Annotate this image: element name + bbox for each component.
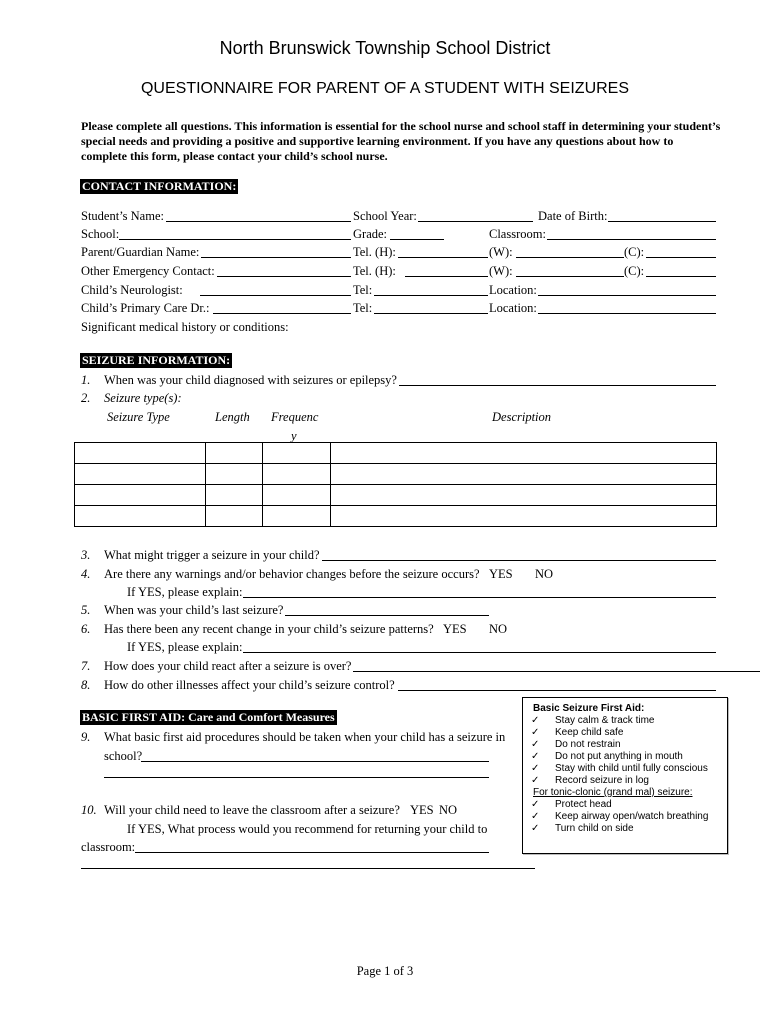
emergency-label: Other Emergency Contact: bbox=[81, 264, 215, 278]
tonic-clonic-item: Protect head bbox=[555, 799, 612, 810]
q10-classroom-field[interactable] bbox=[135, 852, 489, 853]
frequency-cell[interactable] bbox=[263, 464, 331, 485]
check-icon: ✓ bbox=[531, 799, 540, 810]
parent-w-field[interactable] bbox=[516, 257, 624, 258]
table-row bbox=[75, 464, 717, 485]
first-aid-item: Do not put anything in mouth bbox=[555, 751, 683, 762]
q6-no-option[interactable]: NO bbox=[489, 622, 508, 636]
col-length: Length bbox=[215, 410, 250, 424]
q10-text: Will your child need to leave the classroom after a seizure? bbox=[104, 803, 400, 817]
q2-text: Seizure type(s): bbox=[104, 391, 182, 405]
q4-number: 4. bbox=[81, 567, 91, 581]
parent-field[interactable] bbox=[201, 257, 351, 258]
school-year-field[interactable] bbox=[418, 221, 533, 222]
first-aid-box-title: Basic Seizure First Aid: bbox=[533, 703, 645, 714]
tonic-clonic-item: Keep airway open/watch breathing bbox=[555, 811, 709, 822]
primary-care-label: Child’s Primary Care Dr.: bbox=[81, 301, 210, 315]
tonic-clonic-item: Turn child on side bbox=[555, 823, 634, 834]
neurologist-field[interactable] bbox=[200, 295, 351, 296]
length-cell[interactable] bbox=[206, 485, 263, 506]
q5-answer-field[interactable] bbox=[285, 615, 489, 616]
q5-number: 5. bbox=[81, 603, 91, 617]
dob-label: Date of Birth: bbox=[538, 209, 608, 223]
col-seizure-type: Seizure Type bbox=[107, 410, 170, 424]
classroom-label: Classroom: bbox=[489, 227, 546, 241]
description-cell[interactable] bbox=[331, 443, 717, 464]
q9-school-label: school? bbox=[104, 749, 143, 763]
neurologist-location-label: Location: bbox=[489, 283, 537, 297]
parent-w-label: (W): bbox=[489, 245, 513, 259]
q1-number: 1. bbox=[81, 373, 91, 387]
district-title: North Brunswick Township School District bbox=[219, 38, 551, 58]
student-name-label: Student’s Name: bbox=[81, 209, 164, 223]
primary-care-tel-label: Tel: bbox=[353, 301, 373, 315]
first-aid-heading: BASIC FIRST AID: Care and Comfort Measures bbox=[82, 710, 335, 724]
col-frequency-a: Frequenc bbox=[271, 410, 319, 424]
q10-explain-label: If YES, What process would you recommend for returning your child to bbox=[127, 822, 488, 836]
table-row bbox=[75, 506, 717, 527]
first-aid-item: Record seizure in log bbox=[555, 775, 649, 786]
seizure-type-cell[interactable] bbox=[75, 443, 206, 464]
contact-heading: CONTACT INFORMATION: bbox=[82, 179, 237, 193]
frequency-cell[interactable] bbox=[263, 485, 331, 506]
primary-care-field[interactable] bbox=[213, 313, 351, 314]
emergency-c-field[interactable] bbox=[646, 276, 716, 277]
check-icon: ✓ bbox=[531, 811, 540, 822]
primary-care-location-label: Location: bbox=[489, 301, 537, 315]
q4-explain-label: If YES, please explain: bbox=[127, 585, 243, 599]
q8-answer-field[interactable] bbox=[398, 690, 716, 691]
q1-text: When was your child diagnosed with seizures or epilepsy? bbox=[104, 373, 397, 387]
description-cell[interactable] bbox=[331, 464, 717, 485]
school-label: School: bbox=[81, 227, 120, 241]
parent-c-field[interactable] bbox=[646, 257, 716, 258]
first-aid-item: Do not restrain bbox=[555, 739, 621, 750]
parent-label: Parent/Guardian Name: bbox=[81, 245, 200, 259]
table-row bbox=[75, 443, 717, 464]
check-icon: ✓ bbox=[531, 775, 540, 786]
frequency-cell[interactable] bbox=[263, 506, 331, 527]
col-description: Description bbox=[492, 410, 552, 424]
school-year-label: School Year: bbox=[353, 209, 417, 223]
parent-c-label: (C): bbox=[624, 245, 645, 259]
q3-text: What might trigger a seizure in your child? bbox=[104, 548, 320, 562]
q3-number: 3. bbox=[81, 548, 91, 562]
check-icon: ✓ bbox=[531, 823, 540, 834]
check-icon: ✓ bbox=[531, 727, 540, 738]
student-name-field[interactable] bbox=[166, 221, 351, 222]
seizure-type-cell[interactable] bbox=[75, 464, 206, 485]
neurologist-tel-label: Tel: bbox=[353, 283, 373, 297]
emergency-field[interactable] bbox=[217, 276, 351, 277]
q8-text: How do other illnesses affect your child’s seizure control? bbox=[104, 678, 395, 692]
q6-text: Has there been any recent change in your child’s seizure patterns? bbox=[104, 622, 434, 636]
q6-number: 6. bbox=[81, 622, 91, 636]
check-icon: ✓ bbox=[531, 751, 540, 762]
first-aid-item: Stay calm & track time bbox=[555, 715, 655, 726]
q7-answer-field[interactable] bbox=[353, 671, 760, 672]
q1-answer-field[interactable] bbox=[399, 385, 716, 386]
neurologist-tel-field[interactable] bbox=[374, 295, 488, 296]
q10-extra-field[interactable] bbox=[81, 868, 535, 869]
classroom-field[interactable] bbox=[547, 239, 716, 240]
dob-field[interactable] bbox=[608, 221, 716, 222]
description-cell[interactable] bbox=[331, 485, 717, 506]
grade-field[interactable] bbox=[390, 239, 444, 240]
table-row bbox=[75, 485, 717, 506]
school-field[interactable] bbox=[119, 239, 351, 240]
check-icon: ✓ bbox=[531, 715, 540, 726]
neurologist-label: Child’s Neurologist: bbox=[81, 283, 183, 297]
parent-tel-h-label: Tel. (H): bbox=[353, 245, 396, 259]
first-aid-item: Stay with child until fully conscious bbox=[555, 763, 708, 774]
q4-no-option[interactable]: NO bbox=[535, 567, 554, 581]
q4-yes-option[interactable]: YES bbox=[489, 567, 513, 581]
q3-answer-field[interactable] bbox=[322, 560, 716, 561]
emergency-w-label: (W): bbox=[489, 264, 513, 278]
q9-answer-field-1[interactable] bbox=[141, 761, 489, 762]
grade-label: Grade: bbox=[353, 227, 388, 241]
seizure-type-cell[interactable] bbox=[75, 485, 206, 506]
emergency-w-field[interactable] bbox=[516, 276, 624, 277]
length-cell[interactable] bbox=[206, 464, 263, 485]
q8-number: 8. bbox=[81, 678, 91, 692]
q6-explain-field[interactable] bbox=[243, 652, 716, 653]
check-icon: ✓ bbox=[531, 763, 540, 774]
seizure-type-cell[interactable] bbox=[75, 506, 206, 527]
q10-yes-option[interactable]: YES bbox=[410, 803, 434, 817]
q4-text: Are there any warnings and/or behavior changes before the seizure occurs? bbox=[104, 567, 480, 581]
emergency-tel-h-label: Tel. (H): bbox=[353, 264, 396, 278]
q10-number: 10. bbox=[81, 803, 97, 817]
length-cell[interactable] bbox=[206, 506, 263, 527]
seizure-heading: SEIZURE INFORMATION: bbox=[82, 353, 231, 367]
parent-tel-h-field[interactable] bbox=[398, 257, 488, 258]
col-frequency-b: y bbox=[291, 429, 297, 443]
first-aid-item: Keep child safe bbox=[555, 727, 624, 738]
q10-no-option[interactable]: NO bbox=[439, 803, 458, 817]
page-number: Page 1 of 3 bbox=[356, 964, 414, 978]
q9-answer-field-2[interactable] bbox=[104, 777, 489, 778]
description-cell[interactable] bbox=[331, 506, 717, 527]
primary-care-tel-field[interactable] bbox=[374, 313, 488, 314]
q6-explain-label: If YES, please explain: bbox=[127, 640, 243, 654]
check-icon: ✓ bbox=[531, 739, 540, 750]
q5-text: When was your child’s last seizure? bbox=[104, 603, 284, 617]
q6-yes-option[interactable]: YES bbox=[443, 622, 467, 636]
primary-care-location-field[interactable] bbox=[538, 313, 716, 314]
tonic-clonic-heading: For tonic-clonic (grand mal) seizure: bbox=[533, 787, 693, 798]
q9-text: What basic first aid procedures should be taken when your child has a seizure in bbox=[104, 730, 506, 744]
emergency-c-label: (C): bbox=[624, 264, 645, 278]
q7-number: 7. bbox=[81, 659, 91, 673]
emergency-tel-h-field[interactable] bbox=[405, 276, 488, 277]
seizure-type-table bbox=[74, 442, 717, 527]
length-cell[interactable] bbox=[206, 443, 263, 464]
medical-history-label: Significant medical history or conditions: bbox=[81, 320, 289, 334]
form-title: QUESTIONNAIRE FOR PARENT OF A STUDENT WITH SEIZURES bbox=[140, 80, 630, 97]
q10-classroom-label: classroom: bbox=[81, 840, 136, 854]
q2-number: 2. bbox=[81, 391, 91, 405]
q7-text: How does your child react after a seizure is over? bbox=[104, 659, 352, 673]
neurologist-location-field[interactable] bbox=[538, 295, 716, 296]
q9-number: 9. bbox=[81, 730, 91, 744]
q4-explain-field[interactable] bbox=[243, 597, 716, 598]
frequency-cell[interactable] bbox=[263, 443, 331, 464]
intro-text: Please complete all questions. This information is essential for the school nurse and school staff in determining your student’s special needs and providing a positive and supportive learning environment. If you have any questions about how to complete this form, please contact your child’s school nurse. bbox=[81, 119, 721, 163]
first-aid-reference-box bbox=[522, 697, 728, 854]
